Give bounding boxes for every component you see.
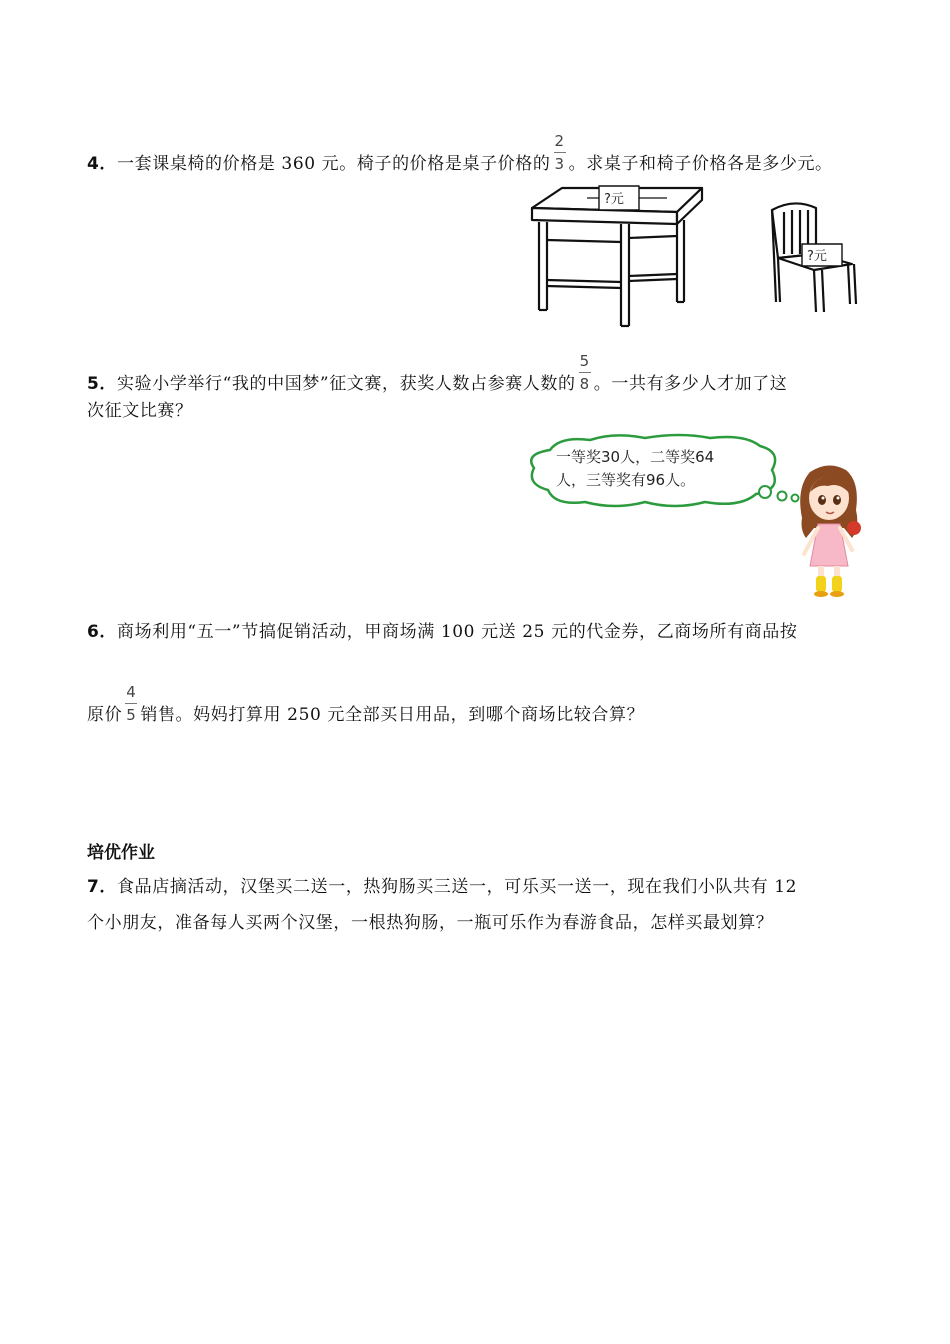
question-5-text-a: 实验小学举行“我的中国梦”征文赛，获奖人数占参赛人数的 [117,374,576,394]
bubble-line-2: 人，三等奖有96人。 [556,471,696,489]
fraction-denominator: 3 [554,155,565,173]
fraction-numerator: 4 [126,683,137,701]
question-4-text-b: 。求桌子和椅子价格各是多少元。 [568,154,833,174]
fraction-numerator: 2 [554,132,565,150]
question-4-number: 4． [87,154,118,174]
question-5-number: 5． [87,374,118,394]
question-6-fraction [125,684,137,723]
question-5-line-2: 次征文比赛？ [87,401,193,421]
question-4-line-1 [87,132,833,184]
thought-dot-medium [778,492,787,501]
question-7-line-1 [87,876,797,898]
fraction-numerator: 5 [579,352,590,370]
section-heading: 培优作业 [87,843,155,863]
question-7-line-2: 个小朋友，准备每人买两个汉堡，一根热狗肠，一瓶可乐作为春游食品，怎样买最划算？ [87,913,774,933]
chair-illustration [764,198,864,318]
fraction-bar [554,152,566,153]
question-6-line-1 [87,621,798,643]
question-7-number: 7． [87,877,118,897]
fraction-bar [579,372,591,373]
question-7-line-1-text: 食品店摘活动，汉堡买二送一，热狗肠买三送一，可乐买一送一，现在我们小队共有 12 [117,877,798,897]
fraction-denominator: 8 [579,375,590,393]
question-5-fraction [579,353,591,392]
question-6-line-2 [87,683,645,735]
thought-dot-large [759,486,771,498]
cartoon-girl-illustration [794,458,864,598]
question-4-fraction [554,133,566,172]
question-6-line-1-text: 商场利用“五一”节搞促销活动，甲商场满 100 元送 25 元的代金券，乙商场所有商品按 [117,622,798,642]
fraction-denominator: 5 [126,706,137,724]
desk-price-tag-label: ?元 [604,192,624,207]
question-5-text-b: 。一共有多少人才加了这 [593,374,788,394]
question-6-number: 6． [87,622,118,642]
bubble-line-1: 一等奖30人，二等奖64 [556,448,715,466]
chair-price-tag-label: ?元 [807,249,827,264]
question-6-text-b: 销售。妈妈打算用 250 元全部买日用品，到哪个商场比较合算？ [140,705,645,725]
question-5-line-1 [87,352,788,404]
fraction-bar [125,703,137,704]
question-4-text-a: 一套课桌椅的价格是 360 元。椅子的价格是桌子价格的 [117,154,551,174]
question-6-text-a: 原价 [87,705,123,725]
desk-illustration [527,180,707,330]
